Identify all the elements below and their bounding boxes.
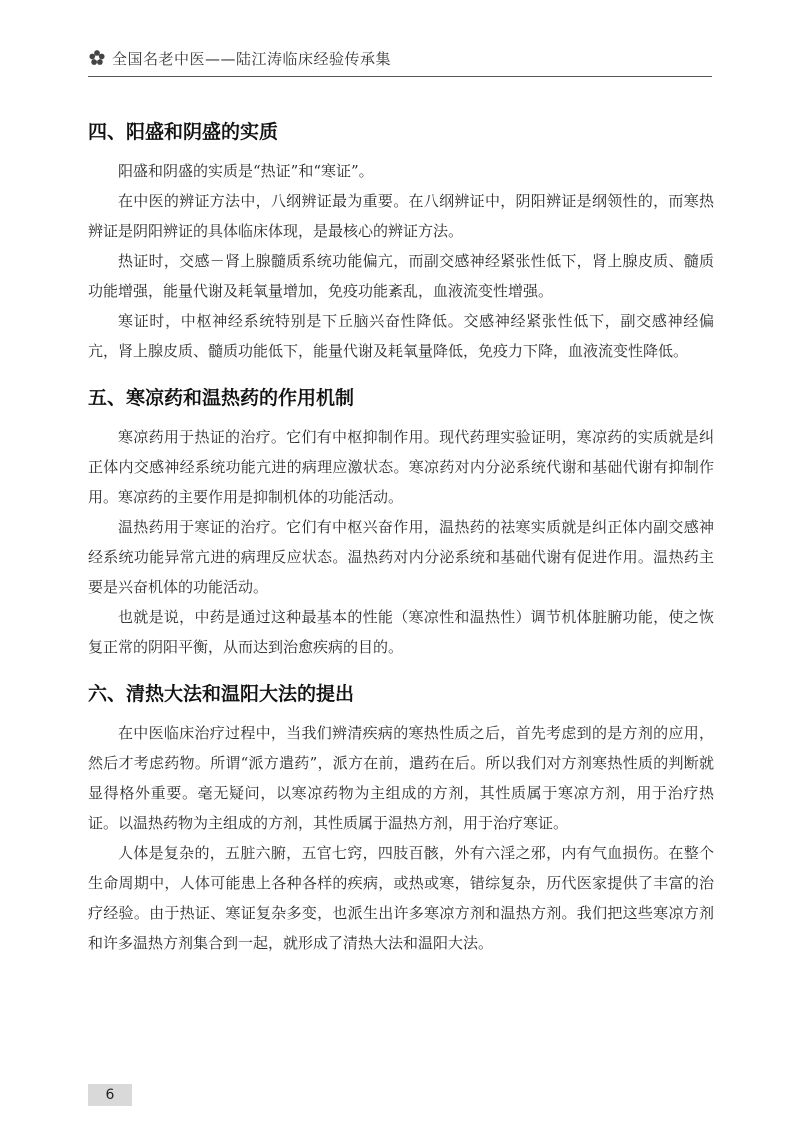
flower-emblem-icon — [88, 49, 106, 67]
section-heading: 五、寒凉药和温热药的作用机制 — [88, 387, 355, 409]
header-title: 全国名老中医——陆江涛临床经验传承集 — [112, 49, 392, 68]
paragraph: 寒证时，中枢神经系统特别是下丘脑兴奋性降低。交感神经紧张性低下，副交感神经偏亢，肾上腺皮质、髓质功能低下，能量代谢及耗氧量降低，免疫力下降，血液流变性降低。 — [88, 312, 714, 360]
page-number: 6 — [88, 1084, 132, 1106]
paragraph: 在中医的辨证方法中，八纲辨证最为重要。在八纲辨证中，阴阳辨证是纲领性的，而寒热辨证是阴阳辨证的具体临床体现，是最核心的辨证方法。 — [88, 192, 714, 240]
paragraph: 人体是复杂的，五脏六腑，五官七窍，四肢百骸，外有六淫之邪，内有气血损伤。在整个生命周期中，人体可能患上各种各样的疾病，或热或寒，错综复杂，历代医家提供了丰富的治疗经验。由于热证、寒证复杂多变，也派生出许多寒凉方剂和温热方剂。我们把这些寒凉方剂和许多温热方剂集合到一起，就形成了清热大法和温阳大法。 — [88, 844, 714, 952]
section-yang-yin-essence — [88, 112, 714, 366]
paragraph: 阳盛和阴盛的实质是“热证”和“寒证”。 — [118, 162, 374, 180]
paragraph: 也就是说，中药是通过这种最基本的性能（寒凉性和温热性）调节机体脏腑功能，使之恢复正常的阴阳平衡，从而达到治愈疾病的目的。 — [88, 608, 714, 656]
paragraph: 温热药用于寒证的治疗。它们有中枢兴奋作用，温热药的祛寒实质就是纠正体内副交感神经系统功能异常亢进的病理反应状态。温热药对内分泌系统和基础代谢有促进作用。温热药主要是兴奋机体的功能活动。 — [88, 518, 714, 596]
section-herb-mechanism — [88, 378, 714, 662]
section-heading: 六、清热大法和温阳大法的提出 — [88, 683, 355, 705]
paragraph: 在中医临床治疗过程中，当我们辨清疾病的寒热性质之后，首先考虑到的是方剂的应用，然后才考虑药物。所谓“派方遣药”，派方在前，遣药在后。所以我们对方剂寒热性质的判断就显得格外重要。毫无疑问，以寒凉药物为主组成的方剂，其性质属于寒凉方剂，用于治疗热证。以温热药物为主组成的方剂，其性质属于温热方剂，用于治疗寒证。 — [88, 724, 714, 832]
paragraph: 寒凉药用于热证的治疗。它们有中枢抑制作用。现代药理实验证明，寒凉药的实质就是纠正体内交感神经系统功能亢进的病理应激状态。寒凉药对内分泌系统代谢和基础代谢有抑制作用。寒凉药的主要作用是抑制机体的功能活动。 — [88, 428, 714, 506]
header-divider — [88, 76, 712, 77]
section-treatment-methods — [88, 674, 714, 958]
page-body — [88, 112, 714, 958]
running-header — [88, 44, 712, 72]
paragraph: 热证时，交感－肾上腺髓质系统功能偏亢，而副交感神经紧张性低下，肾上腺皮质、髓质功能增强，能量代谢及耗氧量增加，免疫功能紊乱，血液流变性增强。 — [88, 252, 714, 300]
section-heading: 四、阳盛和阴盛的实质 — [88, 121, 279, 143]
